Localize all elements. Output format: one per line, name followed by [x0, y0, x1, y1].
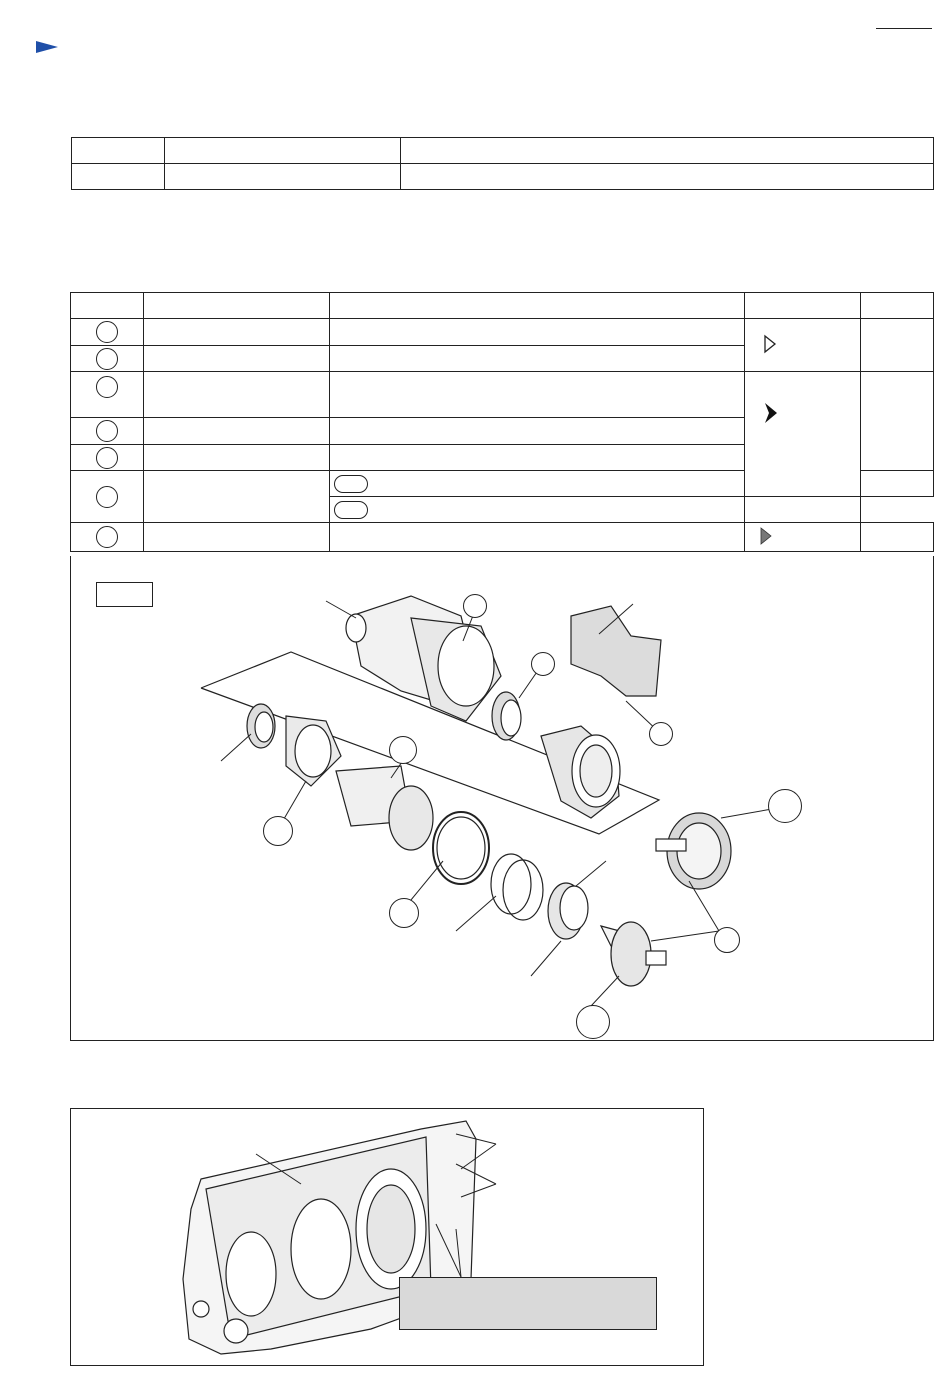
item-part [144, 418, 330, 445]
item-portion [330, 346, 745, 372]
lubricant-cell [745, 372, 861, 497]
housing-figure-frame [70, 1108, 704, 1366]
item-portion [330, 445, 745, 471]
item-number [71, 418, 144, 445]
item-number [71, 523, 144, 552]
item-portion [330, 523, 745, 552]
black-arrowhead-icon [763, 402, 779, 424]
amount-cell [861, 372, 934, 471]
sub-tag-oval [334, 501, 368, 519]
item-part [144, 523, 330, 552]
item-number-circle [96, 447, 118, 469]
item-portion-sub [330, 497, 745, 523]
item-part [144, 471, 330, 523]
header-portion [330, 293, 745, 319]
gray-arrowhead-icon [759, 527, 773, 545]
spec-cell [72, 138, 165, 164]
item-number [71, 372, 144, 418]
item-number [71, 346, 144, 372]
item-part [144, 372, 330, 418]
item-number-circle [96, 348, 118, 370]
spring-part [491, 854, 531, 914]
spec-cell [165, 164, 401, 190]
spec-cell [401, 138, 934, 164]
callout-circle [531, 652, 555, 676]
item-portion [330, 372, 745, 418]
exploded-view-drawing [71, 556, 933, 1040]
spec-cell [165, 138, 401, 164]
header-lubricant [745, 293, 861, 319]
item-number [71, 445, 144, 471]
amount-cell [745, 497, 861, 523]
outline-triangle-icon [763, 334, 777, 354]
note-box [399, 1277, 657, 1330]
amount-cell [861, 471, 934, 497]
lubricant-cell [745, 523, 861, 552]
callout-circle [576, 1005, 610, 1039]
callout-circle [463, 594, 487, 618]
header-rule [876, 28, 932, 29]
item-portion [330, 418, 745, 445]
spec-table [71, 137, 934, 190]
callout-circle [768, 789, 802, 823]
item-number-circle [96, 486, 118, 508]
lubricant-cell [745, 319, 861, 372]
callout-circle [649, 722, 673, 746]
callout-circle [263, 816, 293, 846]
callout-circle [389, 898, 419, 928]
item-part [144, 346, 330, 372]
item-number [71, 471, 144, 523]
amount-cell [861, 319, 934, 372]
o-ring-part [433, 812, 489, 884]
section-marker-icon [36, 41, 58, 53]
spec-cell [401, 164, 934, 190]
item-part [144, 319, 330, 346]
item-number-circle [96, 321, 118, 343]
callout-circle [714, 927, 740, 953]
item-number-circle [96, 376, 118, 398]
callout-circle [389, 736, 417, 764]
amount-cell [861, 523, 934, 552]
lubrication-table [70, 292, 934, 552]
item-number-circle [96, 526, 118, 548]
header-amount [861, 293, 934, 319]
item-part [144, 445, 330, 471]
spec-cell [72, 164, 165, 190]
item-portion-sub [330, 471, 745, 497]
header-no [71, 293, 144, 319]
item-portion [330, 319, 745, 346]
gear-part [611, 922, 651, 986]
item-number [71, 319, 144, 346]
header-part [144, 293, 330, 319]
item-number-circle [96, 420, 118, 442]
exploded-view-frame [70, 556, 934, 1041]
sub-tag-oval [334, 475, 368, 493]
